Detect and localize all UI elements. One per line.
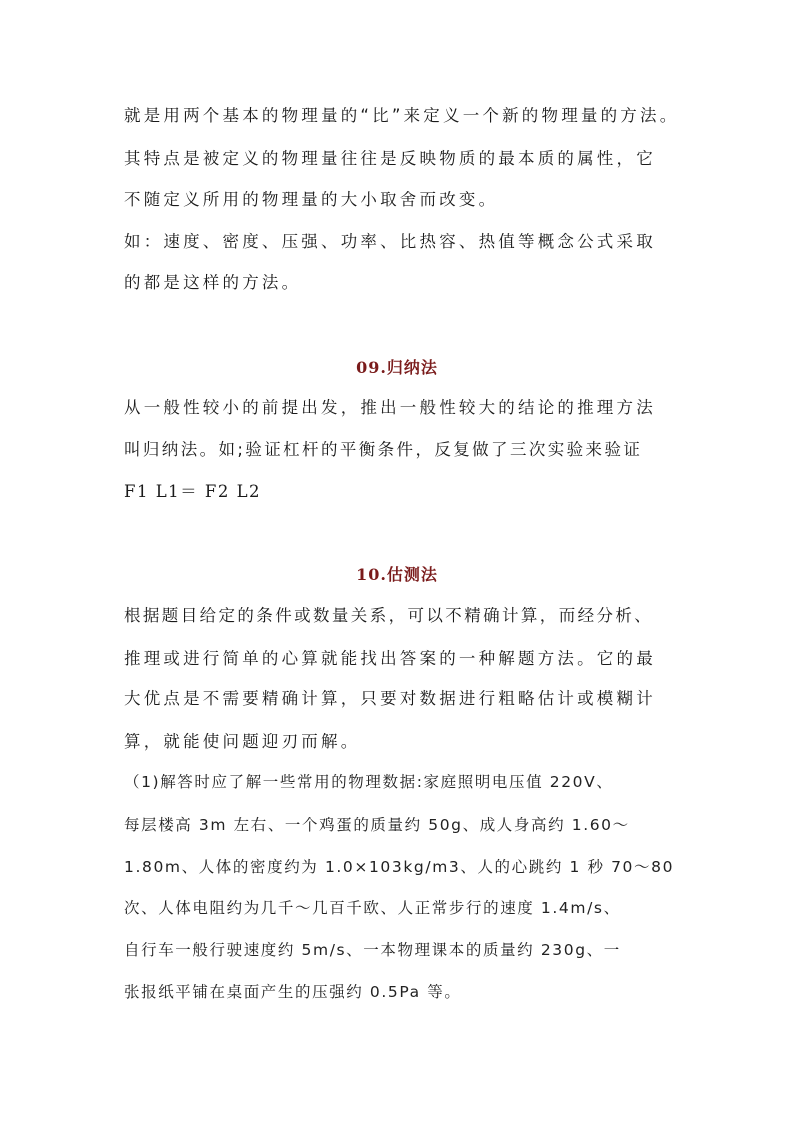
- section09-line-2: 叫归纳法。如;验证杠杆的平衡条件，反复做了三次实验来验证: [124, 440, 643, 459]
- estimate-data-line-2: 每层楼高 3m 左右、一个鸡蛋的质量约 50g、成人身高约 1.60～: [124, 816, 630, 834]
- intro-line-1: 就是用两个基本的物理量的“比”来定义一个新的物理量的方法。: [124, 106, 680, 125]
- section10-line-3: 大优点是不需要精确计算，只要对数据进行粗略估计或模糊计: [124, 689, 656, 708]
- section-heading-09: 09.归纳法: [356, 358, 438, 377]
- estimate-data-line-6: 张报纸平铺在桌面产生的压强约 0.5Pa 等。: [124, 983, 462, 1001]
- section10-line-1: 根据题目给定的条件或数量关系，可以不精确计算，而经分析、: [124, 606, 654, 625]
- section-heading-10: 10.估测法: [356, 565, 438, 584]
- section09-line-1: 从一般性较小的前提出发，推出一般性较大的结论的推理方法: [124, 398, 656, 417]
- intro-line-2: 其特点是被定义的物理量往往是反映物质的最本质的属性，它: [124, 149, 656, 168]
- estimate-data-line-4: 次、人体电阻约为几千～几百千欧、人正常步行的速度 1.4m/s、: [124, 899, 621, 917]
- estimate-data-line-1: （1)解答时应了解一些常用的物理数据:家庭照明电压值 220V、: [124, 773, 614, 791]
- estimate-data-line-3: 1.80m、人体的密度约为 1.0×103kg/m3、人的心跳约 1 秒 70～80: [124, 858, 675, 876]
- estimate-data-line-5: 自行车一般行驶速度约 5m/s、一本物理课本的质量约 230g、一: [124, 941, 621, 959]
- section10-line-2: 推理或进行简单的心算就能找出答案的一种解题方法。它的最: [124, 649, 656, 668]
- intro-line-4: 如：速度、密度、压强、功率、比热容、热值等概念公式采取: [124, 232, 656, 251]
- intro-line-3: 不随定义所用的物理量的大小取舍而改变。: [124, 190, 499, 209]
- section09-formula: F1 L1＝ F2 L2: [124, 482, 262, 501]
- intro-line-5: 的都是这样的方法。: [124, 273, 302, 292]
- section10-line-4: 算，就能使问题迎刃而解。: [124, 732, 361, 751]
